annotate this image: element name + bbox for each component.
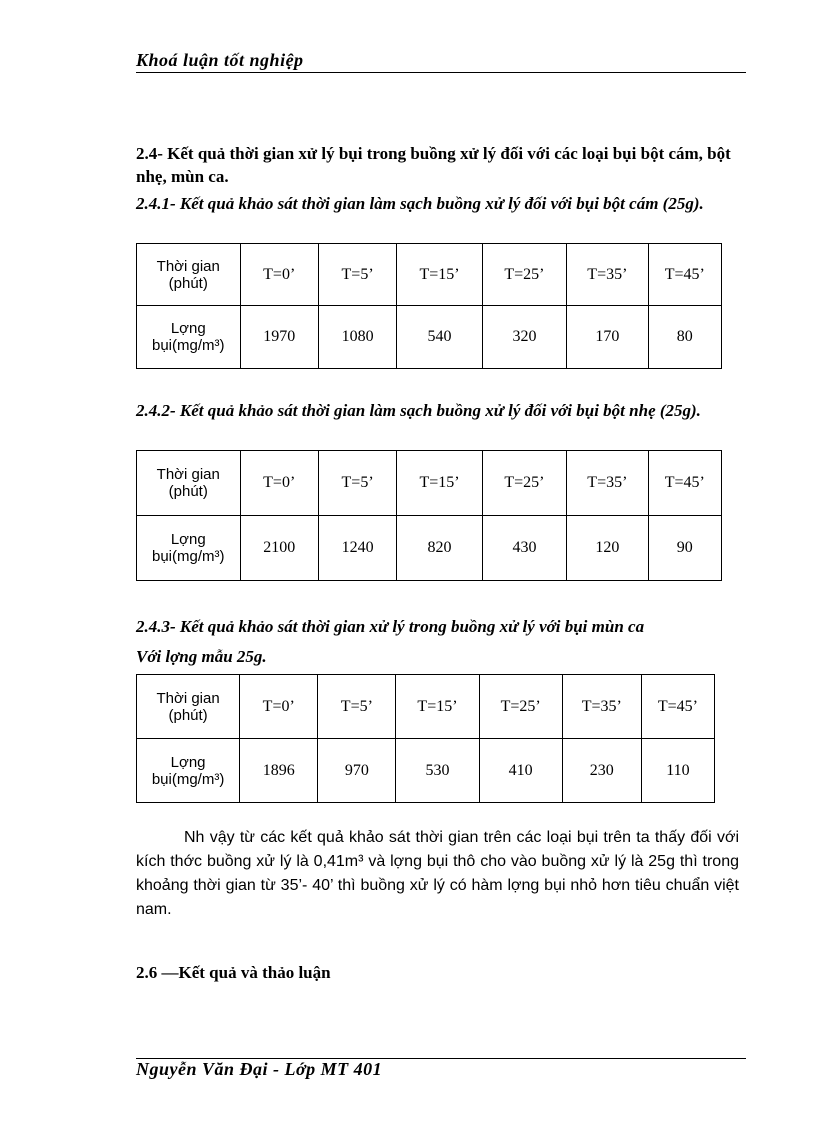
time-cell: T=15’ — [397, 244, 482, 306]
table-row — [137, 306, 722, 369]
value-cell: 410 — [479, 739, 562, 803]
time-cell: T=35’ — [567, 244, 648, 306]
page-footer — [136, 1058, 746, 1079]
table-row — [137, 739, 715, 803]
row-label-dust: Lợng bụi(mg/m³) — [137, 306, 241, 369]
value-cell: 120 — [567, 516, 648, 581]
header-title: Khoá luận tốt nghiệp — [136, 50, 304, 70]
row-label-dust: Lợng bụi(mg/m³) — [137, 739, 240, 803]
time-cell: T=45’ — [641, 675, 714, 739]
value-cell: 320 — [482, 306, 566, 369]
value-cell: 80 — [648, 306, 721, 369]
time-cell: T=0’ — [240, 451, 318, 516]
table-row — [137, 516, 722, 581]
table-row — [137, 244, 722, 306]
time-cell: T=45’ — [648, 451, 721, 516]
value-cell: 430 — [482, 516, 566, 581]
time-cell: T=45’ — [648, 244, 721, 306]
value-cell: 230 — [562, 739, 641, 803]
value-cell: 1080 — [318, 306, 396, 369]
row-label-time: Thời gian (phút) — [137, 451, 241, 516]
value-cell: 530 — [396, 739, 479, 803]
value-cell: 820 — [397, 516, 482, 581]
footer-author: Nguyễn Văn Đại - Lớp MT 401 — [136, 1059, 383, 1079]
subsection-title-2: 2.4.2- Kết quả khảo sát thời gian làm sạch buồng xử lý đối với bụi bột nhẹ (25g). — [136, 401, 701, 420]
time-cell: T=5’ — [318, 244, 396, 306]
page-header — [136, 48, 746, 73]
value-cell: 170 — [567, 306, 648, 369]
value-cell: 540 — [397, 306, 482, 369]
value-cell: 110 — [641, 739, 714, 803]
time-cell: T=5’ — [318, 675, 396, 739]
value-cell: 970 — [318, 739, 396, 803]
section-2-6-title: 2.6 —Kết quả và thảo luận — [136, 963, 331, 982]
time-cell: T=0’ — [240, 675, 318, 739]
time-cell: T=25’ — [482, 244, 566, 306]
value-cell: 1240 — [318, 516, 396, 581]
section-title: 2.4- Kết quả thời gian xử lý bụi trong buồng xử lý đối với các loại bụi bột cám, bột nhẹ, mùn ca. — [136, 144, 731, 186]
subsection-title-3-line2: Với lợng mẫu 25g. — [136, 647, 267, 666]
time-cell: T=15’ — [396, 675, 479, 739]
subsection-title-1: 2.4.1- Kết quả khảo sát thời gian làm sạch buồng xử lý đối với bụi bột cám (25g). — [136, 194, 704, 213]
value-cell: 1970 — [240, 306, 318, 369]
time-cell: T=15’ — [397, 451, 482, 516]
table-row — [137, 675, 715, 739]
conclusion-text: Nh vậy từ các kết quả khảo sát thời gian trên các loại bụi trên ta thấy đối với kích thớc buồng xử lý là 0,41m³ và lợng bụi thô cho vào buồng xử lý là 25g thì trong khoảng thời gian từ 35’- 40’ thì buồng xử lý có hàm lợng bụi nhỏ hơn tiêu chuẩn việt nam. — [136, 829, 739, 918]
conclusion-paragraph — [136, 826, 739, 922]
table-row — [137, 451, 722, 516]
time-cell: T=35’ — [567, 451, 648, 516]
time-cell: T=5’ — [318, 451, 396, 516]
value-cell: 1896 — [240, 739, 318, 803]
table-bot-nhe — [136, 450, 722, 581]
row-label-time: Thời gian (phút) — [137, 675, 240, 739]
value-cell: 2100 — [240, 516, 318, 581]
table-mun-ca — [136, 674, 715, 803]
time-cell: T=25’ — [479, 675, 562, 739]
row-label-dust: Lợng bụi(mg/m³) — [137, 516, 241, 581]
table-bot-cam — [136, 243, 722, 369]
subsection-title-3: 2.4.3- Kết quả khảo sát thời gian xử lý trong buồng xử lý với bụi mùn ca — [136, 617, 645, 636]
value-cell: 90 — [648, 516, 721, 581]
row-label-time: Thời gian (phút) — [137, 244, 241, 306]
time-cell: T=0’ — [240, 244, 318, 306]
time-cell: T=25’ — [482, 451, 566, 516]
time-cell: T=35’ — [562, 675, 641, 739]
